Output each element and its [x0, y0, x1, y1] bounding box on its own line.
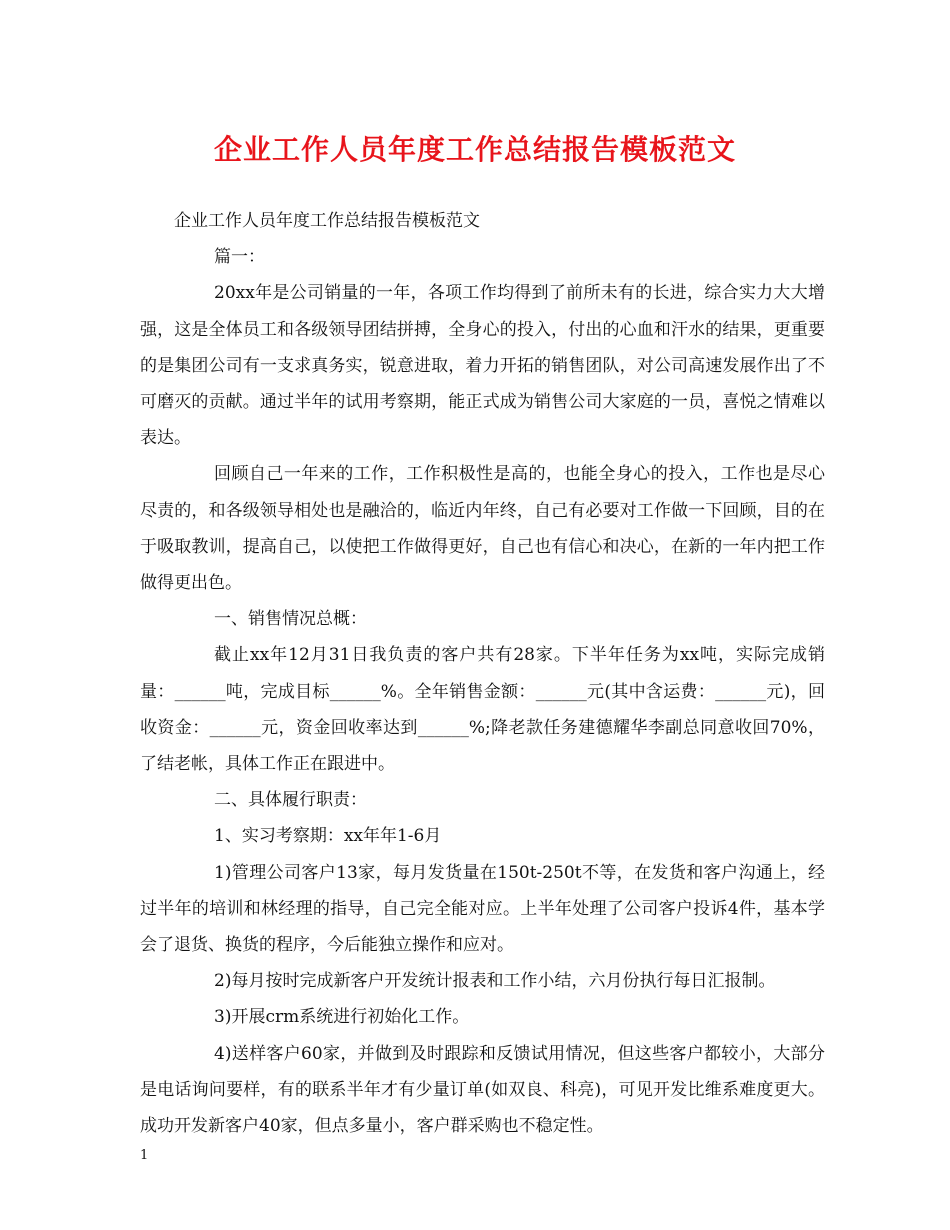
paragraph: 3)开展crm系统进行初始化工作。 — [214, 1007, 470, 1028]
paragraph: 1、实习考察期：xx年年1-6月 — [214, 826, 442, 847]
paragraph: 20xx年是公司销量的一年，各项工作均得到了前所未有的长进，综合实力大大增强，这是全体员工和各级领导团结拼搏，全身心的投入，付出的心血和汗水的结果，更重要的是集团公司有一支求真务实，锐意进取，着力开拓的销售团队，对公司高速发展作出了不可磨灭的贡献。通过半年的试用考察期，能正式成为销售公司大家庭的一员，喜悦之情难以表达。 — [140, 283, 825, 449]
paragraph: 回顾自己一年来的工作，工作积极性是高的，也能全身心的投入，工作也是尽心尽责的，和各级领导相处也是融洽的，临近内年终，自己有必要对工作做一下回顾，目的在于吸取教训，提高自己，以使把工作做得更好，自己也有信心和决心，在新的一年内把工作做得更出色。 — [140, 464, 825, 594]
document-title: 企业工作人员年度工作总结报告模板范文 — [213, 133, 736, 166]
document-subtitle: 企业工作人员年度工作总结报告模板范文 — [174, 211, 480, 231]
section-heading: 二、具体履行职责： — [214, 790, 367, 811]
paragraph: 截止xx年12月31日我负责的客户共有28家。下半年任务为xx吨，实际完成销量：______吨，完成目标______%。全年销售金额：______元(其中含运费：______元)，回收资金：______元，资金回收率达到______%;降老款任务建德耀华李副总同意收回70%，了结老帐，具体工作正在跟进中。 — [140, 645, 825, 775]
document-body — [140, 203, 825, 1144]
paragraph: 4)送样客户60家，并做到及时跟踪和反馈试用情况，但这些客户都较小，大部分是电话询问要样，有的联系半年才有少量订单(如双良、科亮)，可见开发比维系难度更大。成功开发新客户40家，但点多量小，客户群采购也不稳定性。 — [140, 1043, 825, 1137]
paragraph: 1)管理公司客户13家，每月发货量在150t-250t不等，在发货和客户沟通上，经过半年的培训和林经理的指导，自己完全能对应。上半年处理了公司客户投诉4件，基本学会了退货、换货的程序，今后能独立操作和应对。 — [140, 862, 825, 956]
section-heading: 一、销售情况总概： — [214, 609, 367, 630]
paragraph: 篇一： — [214, 247, 265, 268]
paragraph: 2)每月按时完成新客户开发统计报表和工作小结，六月份执行每日汇报制。 — [214, 971, 776, 992]
page-number: 1 — [140, 1148, 149, 1163]
